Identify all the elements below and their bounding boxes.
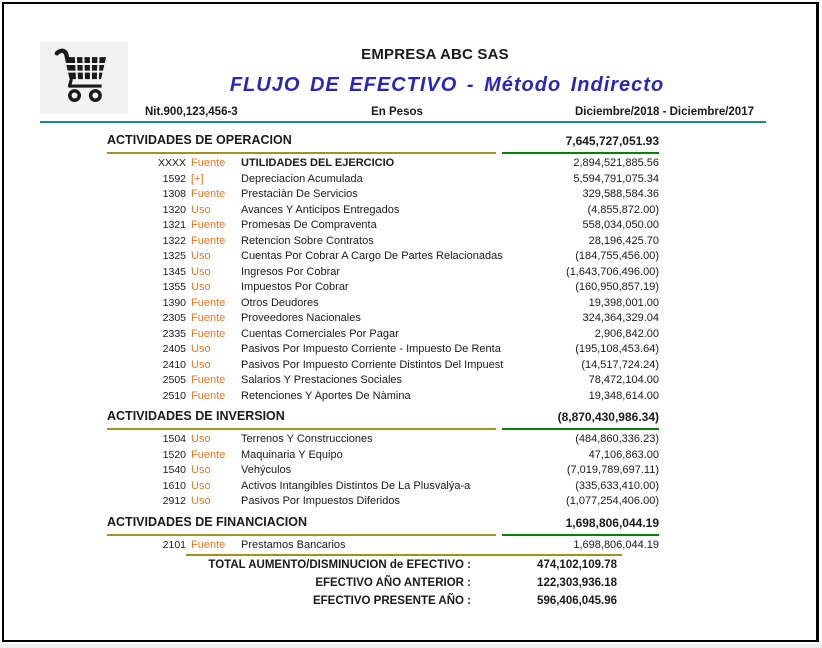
olive-underline — [107, 152, 496, 154]
account-row — [4, 358, 822, 374]
report-page — [2, 2, 819, 642]
account-value: 2,906,842.00 — [594, 327, 659, 340]
account-value: 19,348,614.00 — [588, 389, 659, 402]
flow-type-label: Uso — [191, 433, 211, 445]
green-underline — [502, 534, 659, 536]
account-row — [4, 187, 822, 203]
account-code: 1345 — [162, 265, 186, 278]
financing-underline — [186, 554, 622, 556]
account-code: XXXX — [157, 157, 186, 169]
account-value: (484,860,336.23) — [575, 433, 659, 445]
summary-value: 596,406,045.96 — [537, 595, 617, 607]
account-description: Otros Deudores — [241, 296, 319, 309]
account-description: Promesas De Compraventa — [241, 219, 377, 231]
report-title: FLUJO DE EFECTIVO - Método Indirecto — [229, 74, 665, 96]
account-row — [4, 463, 822, 479]
account-description: Pasivos Por Impuesto Corriente - Impuesto De Renta — [241, 343, 501, 355]
account-value: 19,398,001.00 — [588, 296, 659, 309]
flow-type-label: [+] — [191, 172, 204, 185]
green-underline — [502, 428, 659, 430]
company-name: EMPRESA ABC SAS — [361, 46, 509, 63]
summary-value: 474,102,109.78 — [537, 559, 617, 571]
summary-label: EFECTIVO AÑO ANTERIOR : — [315, 577, 471, 589]
account-value: (14,517,724.24) — [581, 358, 659, 371]
account-description: Pasivos Por Impuestos Diferidos — [241, 495, 400, 507]
account-row — [4, 265, 822, 281]
flow-type-label: Fuente — [191, 448, 226, 461]
account-row — [4, 234, 822, 250]
flow-type-label: Uso — [191, 343, 211, 355]
account-description: Activos Intangibles Distintos De La Plusvalýa-a — [241, 479, 471, 492]
olive-underline — [107, 534, 496, 536]
flow-type-label: Fuente — [191, 327, 226, 340]
account-row — [4, 448, 822, 464]
flow-type-label: Fuente — [191, 389, 226, 402]
account-code: 1355 — [162, 281, 186, 293]
account-value: (7,019,789,697.11) — [566, 464, 659, 476]
summary-row — [4, 575, 822, 592]
account-description: Prestamos Bancarios — [241, 538, 346, 551]
section-title: ACTIVIDADES DE FINANCIACION — [107, 514, 308, 529]
account-code: 1308 — [162, 188, 186, 200]
account-row — [4, 389, 822, 405]
account-row — [4, 373, 822, 389]
account-value: 558,034,050.00 — [582, 219, 659, 231]
summary-row — [4, 557, 822, 574]
account-code: 1540 — [162, 464, 186, 476]
section-title: ACTIVIDADES DE OPERACION — [107, 133, 292, 147]
page-margin-strip — [0, 644, 822, 648]
account-code: 2305 — [162, 312, 186, 324]
report-period: Diciembre/2018 - Diciembre/2017 — [575, 106, 754, 118]
account-row — [4, 479, 822, 495]
account-row — [4, 432, 822, 448]
flow-type-label: Fuente — [191, 188, 226, 200]
account-description: Maquinaria Y Equipo — [241, 448, 343, 461]
tax-id: Nit.900,123,456-3 — [145, 106, 238, 118]
account-value: 5,594,791,075.34 — [573, 172, 659, 185]
account-row — [4, 342, 822, 358]
account-description: Impuestos Por Cobrar — [241, 281, 349, 293]
account-code: 1320 — [162, 203, 186, 216]
account-code: 1325 — [162, 250, 186, 262]
flow-type-label: Fuente — [191, 374, 226, 386]
account-description: Vehýculos — [241, 464, 292, 476]
account-code: 1504 — [162, 433, 186, 445]
account-description: Retenciones Y Aportes De Nàmina — [241, 389, 411, 402]
account-code: 1390 — [162, 296, 186, 309]
account-value: 47,106,863.00 — [588, 448, 659, 461]
account-description: Avances Y Anticipos Entregados — [241, 203, 400, 216]
flow-type-label: Fuente — [191, 157, 226, 169]
account-code: 1321 — [162, 219, 186, 231]
account-row — [4, 280, 822, 296]
summary-label: EFECTIVO PRESENTE AÑO : — [312, 595, 471, 607]
account-description: Cuentas Comerciales Por Pagar — [241, 327, 399, 340]
section-total-value: (8,870,430,986.34) — [557, 410, 659, 424]
account-description: UTILIDADES DEL EJERCICIO — [241, 157, 395, 169]
account-description: Cuentas Por Cobrar A Cargo De Partes Relacionadas — [241, 250, 503, 262]
account-row — [4, 538, 822, 554]
summary-value: 122,303,936.18 — [537, 577, 617, 589]
section-header-row — [4, 409, 822, 426]
account-value: 1,698,806,044.19 — [573, 538, 659, 551]
account-description: Retencion Sobre Contratos — [241, 234, 374, 247]
account-code: 2912 — [162, 495, 186, 507]
account-row — [4, 203, 822, 219]
account-code: 2410 — [162, 358, 186, 371]
section-header-row — [4, 515, 822, 532]
account-description: Depreciacion Acumulada — [241, 172, 363, 185]
olive-underline — [107, 428, 496, 430]
header-divider — [40, 121, 766, 123]
account-code: 2405 — [162, 343, 186, 355]
account-code: 1610 — [162, 479, 186, 492]
flow-type-label: Fuente — [191, 234, 226, 247]
statement-body — [4, 131, 822, 610]
flow-type-label: Fuente — [191, 296, 226, 309]
account-value: (4,855,872.00) — [587, 203, 659, 216]
account-row — [4, 249, 822, 265]
section-total-value: 7,645,727,051.93 — [565, 134, 659, 148]
account-row — [4, 172, 822, 188]
account-description: Ingresos Por Cobrar — [241, 265, 341, 278]
flow-type-label: Fuente — [191, 312, 226, 324]
account-code: 2335 — [162, 327, 186, 340]
account-value: 28,196,425.70 — [588, 234, 659, 247]
account-row — [4, 156, 822, 172]
account-description: Prestaciàn De Servicios — [241, 188, 358, 200]
account-code: 2101 — [162, 538, 186, 551]
account-value: 324,364,329.04 — [582, 312, 659, 324]
account-value: (1,643,706,496.00) — [566, 265, 659, 278]
flow-type-label: Uso — [191, 464, 211, 476]
account-code: 1520 — [162, 448, 186, 461]
account-value: 329,588,584.36 — [582, 188, 659, 200]
account-row — [4, 218, 822, 234]
account-value: (195,108,453.64) — [575, 343, 659, 355]
section-total-value: 1,698,806,044.19 — [565, 515, 659, 530]
flow-type-label: Uso — [191, 358, 211, 371]
currency-label: En Pesos — [371, 106, 423, 118]
account-description: Pasivos Por Impuesto Corriente Distintos Del Impuest — [241, 358, 504, 371]
flow-type-label: Uso — [191, 479, 211, 492]
account-code: 2505 — [162, 374, 186, 386]
account-description: Salarios Y Prestaciones Sociales — [241, 374, 403, 386]
account-row — [4, 311, 822, 327]
summary-label: TOTAL AUMENTO/DISMINUCION de EFECTIVO : — [208, 559, 471, 571]
green-underline — [502, 152, 659, 154]
flow-type-label: Uso — [191, 250, 211, 262]
account-value: (160,950,857.19) — [575, 281, 659, 293]
flow-type-label: Fuente — [191, 538, 226, 551]
flow-type-label: Fuente — [191, 219, 226, 231]
flow-type-label: Uso — [191, 281, 211, 293]
account-value: 2,894,521,885.56 — [573, 157, 659, 169]
flow-type-label: Uso — [191, 203, 211, 216]
flow-type-label: Uso — [191, 265, 211, 278]
account-code: 1592 — [162, 172, 186, 185]
account-row — [4, 494, 822, 510]
account-row — [4, 296, 822, 312]
account-description: Terrenos Y Construcciones — [241, 433, 373, 445]
account-value: (335,633,410.00) — [575, 479, 659, 492]
section-header-row — [4, 133, 822, 150]
summary-row — [4, 593, 822, 610]
account-code: 1322 — [162, 234, 186, 247]
account-description: Proveedores Nacionales — [241, 312, 361, 324]
account-code: 2510 — [162, 389, 186, 402]
account-row — [4, 327, 822, 343]
account-value: (1,077,254,406.00) — [566, 495, 659, 507]
section-title: ACTIVIDADES DE INVERSION — [107, 409, 285, 423]
flow-type-label: Uso — [191, 495, 211, 507]
account-value: 78,472,104.00 — [588, 374, 659, 386]
account-value: (184,755,456.00) — [575, 250, 659, 262]
